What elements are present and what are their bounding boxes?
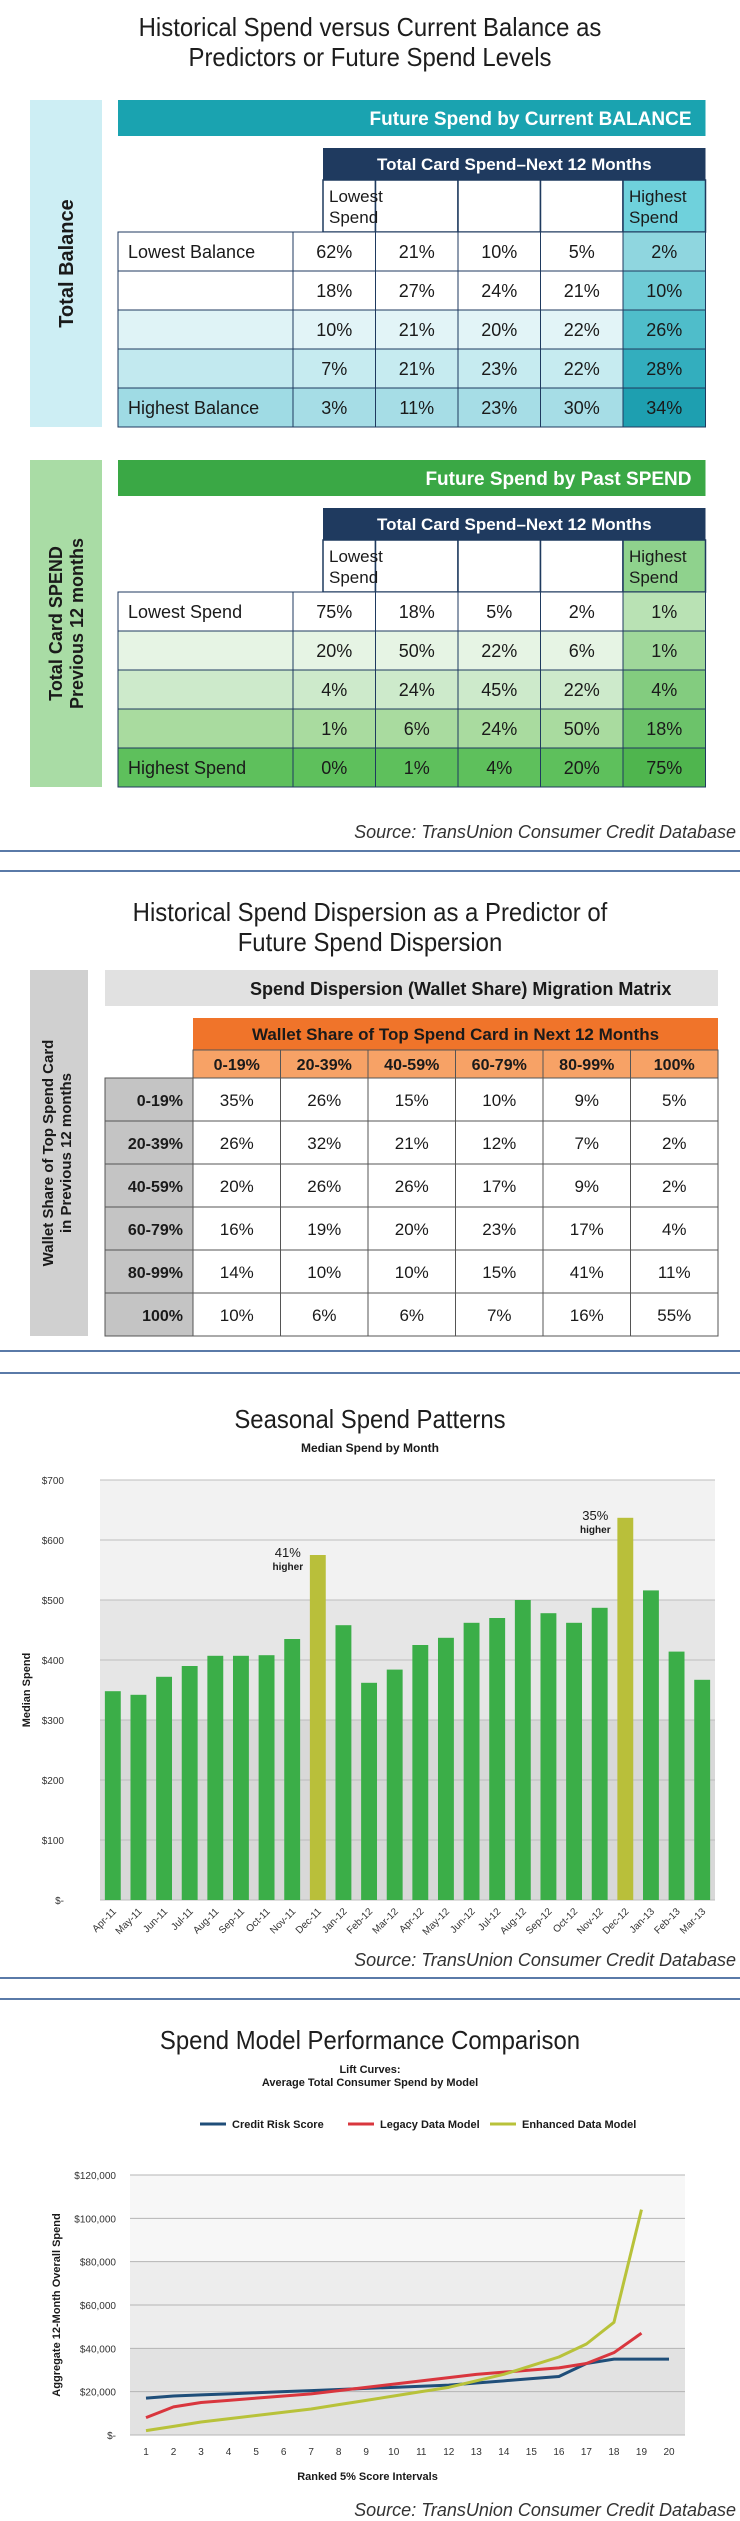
balance-cell-value: 30% — [563, 398, 600, 418]
bar-x-tick: Sep-12 — [523, 1906, 555, 1937]
bar-y-tick: $400 — [41, 1656, 64, 1667]
spend-cell-value: 18% — [646, 719, 683, 739]
bar-x-tick: May-12 — [420, 1906, 453, 1938]
bar-x-tick: Apr-11 — [90, 1906, 119, 1935]
balance-col-header-cell — [376, 180, 459, 232]
dispersion-row-label: 0-19% — [136, 1093, 183, 1110]
balance-subheader: Total Card Spend–Next 12 Months — [376, 155, 652, 174]
bar-x-tick: Jan-13 — [627, 1906, 658, 1936]
section1-source: Source: TransUnion Consumer Credit Database — [354, 822, 736, 842]
bar-Apr-12 — [412, 1645, 428, 1900]
dispersion-side-label-2: in Previous 12 months — [58, 1072, 75, 1234]
line-band — [130, 2392, 685, 2435]
line-x-tick: 19 — [635, 2447, 648, 2458]
section3-title: Seasonal Spend Patterns — [234, 1404, 506, 1434]
dispersion-cell-value: 15% — [482, 1263, 517, 1282]
spend-col-low-2: Spend — [329, 568, 379, 587]
balance-cell-value: 27% — [398, 281, 435, 301]
bar-x-tick: Mar-13 — [678, 1906, 709, 1937]
dispersion-col-header: 0-19% — [213, 1057, 260, 1074]
balance-cell-value: 21% — [398, 242, 435, 262]
bar-x-tick: Nov-12 — [575, 1906, 606, 1937]
dispersion-cell-value: 21% — [394, 1134, 429, 1153]
spend-row-label-cell — [118, 709, 293, 748]
section-divider — [0, 1977, 740, 1979]
dispersion-col-header: 60-79% — [471, 1057, 527, 1074]
balance-cell-value: 11% — [399, 398, 435, 418]
bar-y-tick: $700 — [41, 1476, 64, 1487]
bar-annotation-pct: 41% — [274, 1545, 301, 1560]
line-x-tick: 6 — [280, 2447, 287, 2458]
bar-Aug-11 — [207, 1656, 223, 1900]
section4-title: Spend Model Performance Comparison — [159, 2025, 581, 2055]
section2-title-line2: Future Spend Dispersion — [237, 927, 503, 957]
dispersion-col-header: 80-99% — [559, 1057, 615, 1074]
balance-cell-value: 21% — [398, 359, 435, 379]
bar-Oct-12 — [566, 1623, 582, 1900]
line-y-tick: $80,000 — [79, 2257, 116, 2269]
bar-y-tick: $200 — [41, 1776, 64, 1787]
bar-x-tick: Oct-12 — [551, 1906, 581, 1936]
spend-cell-value: 1% — [403, 758, 430, 778]
bar-Dec-11 — [310, 1555, 326, 1900]
spend-side-label-2: Previous 12 months — [67, 537, 87, 710]
section1-title-line2: Predictors or Future Spend Levels — [188, 42, 552, 72]
dispersion-cell-value: 35% — [219, 1091, 254, 1110]
line-x-tick: 2 — [170, 2447, 177, 2458]
section-divider — [0, 870, 740, 872]
line-band — [130, 2305, 685, 2348]
line-x-tick: 12 — [443, 2447, 455, 2458]
section-divider — [0, 1998, 740, 2000]
spend-cell-value: 22% — [563, 680, 600, 700]
spend-col-high-2: Spend — [629, 568, 679, 587]
seasonal-bar-chart — [0, 1440, 740, 1960]
dispersion-side-label-1: Wallet Share of Top Spend Card — [40, 1039, 57, 1267]
bar-Nov-11 — [284, 1639, 300, 1900]
dispersion-cell-value: 19% — [307, 1220, 342, 1239]
spend-cell-value: 1% — [651, 602, 678, 622]
bar-Jun-11 — [156, 1677, 172, 1900]
dispersion-header: Spend Dispersion (Wallet Share) Migration Matrix — [250, 979, 672, 999]
dispersion-cell-value: 11% — [657, 1263, 691, 1282]
bar-y-tick: $- — [55, 1896, 64, 1907]
balance-col-header-cell — [458, 180, 541, 232]
dispersion-row-label: 80-99% — [127, 1265, 183, 1282]
spend-col-high-1: Highest — [629, 547, 687, 566]
bar-y-label: Median Spend — [21, 1652, 33, 1728]
dispersion-cell-value: 2% — [661, 1177, 687, 1196]
section2-title-line1: Historical Spend Dispersion as a Predictor of — [132, 897, 608, 927]
spend-row-label-cell — [118, 670, 293, 709]
bar-x-tick: Jan-12 — [320, 1906, 350, 1936]
line-x-tick: 4 — [225, 2447, 232, 2458]
line-band — [130, 2218, 685, 2261]
balance-cell-value: 24% — [481, 281, 518, 301]
line-x-tick: 8 — [335, 2447, 342, 2458]
bar-Mar-12 — [387, 1670, 403, 1900]
spend-cell-value: 4% — [321, 680, 348, 700]
dispersion-cell-value: 12% — [482, 1134, 517, 1153]
dispersion-cell-value: 6% — [399, 1306, 425, 1325]
dispersion-cell-value: 10% — [394, 1263, 429, 1282]
balance-cell-value: 3% — [321, 398, 348, 418]
line-x-tick: 9 — [363, 2447, 369, 2458]
bar-x-tick: Jun-12 — [448, 1906, 478, 1936]
line-x-label: Ranked 5% Score Intervals — [297, 2471, 438, 2483]
dispersion-cell-value: 16% — [569, 1306, 604, 1325]
line-x-tick: 16 — [553, 2447, 565, 2458]
balance-col-low-1: Lowest — [329, 187, 383, 206]
line-title-2: Average Total Consumer Spend by Model — [261, 2077, 479, 2089]
balance-cell-value: 22% — [563, 320, 600, 340]
balance-cell-value: 34% — [646, 398, 683, 418]
dispersion-cell-value: 26% — [307, 1091, 342, 1110]
bar-annotation-pct: 35% — [582, 1507, 609, 1523]
balance-row-label-cell — [118, 349, 293, 388]
balance-row-label: Lowest Balance — [128, 242, 256, 262]
dispersion-cell-value: 10% — [307, 1263, 342, 1282]
dispersion-cell-value: 7% — [574, 1134, 600, 1153]
dispersion-cell-value: 16% — [219, 1220, 254, 1239]
balance-cell-value: 26% — [646, 320, 683, 340]
dispersion-cell-value: 10% — [482, 1091, 517, 1110]
line-y-tick: $120,000 — [74, 2171, 116, 2182]
bar-x-tick: Feb-13 — [652, 1906, 683, 1937]
balance-header: Future Spend by Current BALANCE — [369, 109, 692, 130]
balance-cell-value: 62% — [316, 242, 353, 262]
dispersion-cell-value: 15% — [394, 1091, 429, 1110]
bar-y-tick: $500 — [41, 1596, 64, 1607]
bar-x-tick: May-11 — [113, 1906, 145, 1938]
dispersion-cell-value: 26% — [394, 1177, 429, 1196]
spend-row-label: Lowest Spend — [128, 602, 243, 622]
dispersion-cell-value: 41% — [569, 1263, 604, 1282]
spend-cell-value: 24% — [481, 719, 518, 739]
spend-cell-value: 75% — [316, 602, 353, 622]
section3-source: Source: TransUnion Consumer Credit Database — [354, 1950, 736, 1970]
spend-cell-value: 1% — [321, 719, 348, 739]
spend-header: Future Spend by Past SPEND — [425, 469, 692, 490]
dispersion-cell-value: 9% — [574, 1091, 600, 1110]
line-y-tick: $- — [107, 2431, 116, 2442]
line-x-tick: 15 — [525, 2447, 537, 2458]
dispersion-cell-value: 2% — [661, 1134, 687, 1153]
dispersion-cell-value: 14% — [219, 1263, 254, 1282]
bar-Aug-12 — [515, 1600, 531, 1900]
line-band — [130, 2348, 685, 2391]
dispersion-col-header: 20-39% — [296, 1057, 352, 1074]
balance-cell-value: 21% — [398, 320, 435, 340]
spend-col-header-cell — [541, 540, 624, 592]
balance-side-label: Total Balance — [56, 199, 78, 328]
balance-cell-value: 21% — [563, 281, 600, 301]
spend-table-group — [30, 460, 706, 787]
section-divider — [0, 1372, 740, 1374]
dispersion-cell-value: 55% — [657, 1306, 692, 1325]
spend-cell-value: 22% — [481, 641, 518, 661]
balance-row-label: Highest Balance — [128, 398, 260, 418]
bar-chart-title: Median Spend by Month — [301, 1441, 439, 1455]
bar-x-tick: Aug-11 — [191, 1906, 222, 1937]
balance-col-low-2: Spend — [329, 208, 379, 227]
section1-title-line1: Historical Spend versus Current Balance as — [138, 12, 602, 42]
line-title-1: Lift Curves: — [339, 2064, 401, 2076]
balance-col-header-cell — [541, 180, 624, 232]
legend-label-2: Enhanced Data Model — [522, 2119, 637, 2131]
balance-col-high-2: Spend — [629, 208, 679, 227]
dispersion-cell-value: 17% — [569, 1220, 604, 1239]
bar-x-tick: Sep-11 — [216, 1906, 248, 1937]
spend-subheader: Total Card Spend–Next 12 Months — [376, 515, 652, 534]
dispersion-cell-value: 20% — [394, 1220, 429, 1239]
dispersion-cell-value: 26% — [219, 1134, 254, 1153]
line-x-tick: 18 — [608, 2447, 620, 2458]
spend-cell-value: 50% — [398, 641, 435, 661]
spend-side-panel — [30, 460, 102, 787]
spend-cell-value: 1% — [651, 641, 678, 661]
line-y-label: Aggregate 12-Month Overall Spend — [51, 2213, 63, 2397]
balance-cell-value: 28% — [646, 359, 683, 379]
dispersion-cell-value: 17% — [482, 1177, 517, 1196]
spend-cell-value: 50% — [563, 719, 600, 739]
bar-Nov-12 — [592, 1608, 608, 1900]
dispersion-cell-value: 4% — [661, 1220, 687, 1239]
bar-x-tick: Apr-12 — [397, 1906, 427, 1936]
bar-x-tick: Aug-12 — [498, 1906, 529, 1937]
line-y-tick: $20,000 — [79, 2387, 116, 2399]
bar-x-tick: Mar-12 — [370, 1906, 401, 1937]
dispersion-table-group — [30, 970, 718, 1336]
line-y-tick: $60,000 — [79, 2301, 116, 2312]
bar-x-tick: Dec-12 — [600, 1906, 632, 1937]
bar-May-12 — [438, 1638, 454, 1900]
bar-Sep-12 — [540, 1613, 556, 1900]
spend-cell-value: 6% — [403, 719, 430, 739]
bar-Mar-13 — [694, 1680, 710, 1900]
bar-annotation-text: higher — [272, 1562, 304, 1573]
line-x-tick: 20 — [663, 2447, 675, 2458]
balance-cell-value: 22% — [563, 359, 600, 379]
spend-cell-value: 0% — [321, 758, 348, 778]
spend-cell-value: 45% — [481, 680, 518, 700]
section2-title — [30, 897, 711, 957]
spend-cell-value: 75% — [646, 758, 683, 778]
dispersion-cell-value: 10% — [219, 1306, 254, 1325]
spend-col-header-cell — [376, 540, 459, 592]
bar-Oct-11 — [259, 1655, 275, 1900]
balance-cell-value: 10% — [481, 242, 518, 262]
spend-side-label-1: Total Card SPEND — [46, 546, 66, 701]
bar-Dec-12 — [617, 1518, 633, 1900]
dispersion-cell-value: 6% — [311, 1306, 337, 1325]
dispersion-row-label: 40-59% — [127, 1179, 183, 1196]
balance-table — [0, 0, 740, 880]
balance-col-high-1: Highest — [629, 187, 687, 206]
line-x-tick: 14 — [498, 2447, 510, 2458]
balance-row-label-cell — [118, 310, 293, 349]
line-x-tick: 3 — [198, 2447, 204, 2458]
spend-cell-value: 20% — [563, 758, 600, 778]
bar-x-tick: Jun-11 — [141, 1906, 171, 1936]
bar-Jul-12 — [489, 1618, 505, 1900]
balance-cell-value: 20% — [481, 320, 518, 340]
balance-cell-value: 18% — [316, 281, 353, 301]
spend-cell-value: 20% — [316, 641, 353, 661]
line-x-tick: 11 — [416, 2447, 427, 2458]
bar-y-tick: $100 — [41, 1836, 64, 1847]
dispersion-col-header: 100% — [653, 1057, 695, 1074]
spend-col-header-cell — [458, 540, 541, 592]
bar-Jan-12 — [335, 1625, 351, 1900]
bar-May-11 — [130, 1695, 146, 1900]
bar-x-tick: Oct-11 — [244, 1906, 273, 1935]
bar-Jan-13 — [643, 1590, 659, 1900]
balance-cell-value: 23% — [481, 359, 518, 379]
dispersion-cell-value: 7% — [486, 1306, 512, 1325]
bar-annotation-text: higher — [580, 1524, 611, 1536]
dispersion-row-label: 100% — [142, 1308, 183, 1325]
spend-cell-value: 5% — [486, 602, 513, 622]
spend-col-low-1: Lowest — [329, 547, 383, 566]
bar-Sep-11 — [233, 1656, 249, 1900]
line-x-tick: 5 — [253, 2447, 259, 2458]
spend-cell-value: 24% — [398, 680, 435, 700]
bar-Apr-11 — [105, 1691, 121, 1900]
balance-cell-value: 23% — [481, 398, 518, 418]
line-x-tick: 1 — [143, 2447, 149, 2458]
bar-x-tick: Nov-11 — [268, 1906, 299, 1937]
dispersion-cell-value: 5% — [661, 1091, 687, 1110]
spend-cell-value: 18% — [398, 602, 435, 622]
bar-x-tick: Feb-12 — [344, 1906, 376, 1937]
balance-row-label-cell — [118, 271, 293, 310]
bar-Feb-13 — [669, 1652, 685, 1900]
balance-table-group — [30, 100, 706, 427]
bar-x-tick: Dec-11 — [293, 1906, 324, 1937]
dispersion-cell-value: 9% — [574, 1177, 600, 1196]
spend-row-label: Highest Spend — [128, 758, 247, 778]
balance-cell-value: 5% — [568, 242, 595, 262]
dispersion-col-header: 40-59% — [384, 1057, 440, 1074]
legend-label-1: Legacy Data Model — [380, 2119, 480, 2131]
balance-cell-value: 7% — [321, 359, 348, 379]
balance-cell-value: 10% — [646, 281, 683, 301]
line-y-tick: $40,000 — [79, 2344, 116, 2356]
spend-cell-value: 4% — [651, 680, 678, 700]
section-divider — [0, 850, 740, 852]
line-y-tick: $100,000 — [74, 2214, 116, 2226]
bar-x-tick: Jul-12 — [476, 1906, 504, 1934]
bar-Feb-12 — [361, 1683, 377, 1900]
dispersion-cell-value: 20% — [219, 1177, 254, 1196]
dispersion-row-label: 60-79% — [127, 1222, 183, 1239]
dispersion-subheader: Wallet Share of Top Spend Card in Next 12 Months — [251, 1025, 660, 1044]
spend-cell-value: 4% — [486, 758, 513, 778]
line-x-tick: 13 — [470, 2447, 482, 2458]
balance-cell-value: 2% — [651, 242, 678, 262]
dispersion-row-label: 20-39% — [127, 1136, 183, 1153]
spend-cell-value: 6% — [568, 641, 595, 661]
dispersion-cell-value: 26% — [307, 1177, 342, 1196]
lift-line-chart — [0, 2060, 740, 2510]
legend-label-0: Credit Risk Score — [232, 2119, 324, 2131]
balance-cell-value: 10% — [316, 320, 353, 340]
spend-cell-value: 2% — [568, 602, 595, 622]
dispersion-cell-value: 23% — [482, 1220, 517, 1239]
spend-row-label-cell — [118, 631, 293, 670]
bar-Jun-12 — [464, 1623, 480, 1900]
bar-x-tick: Jul-11 — [169, 1906, 196, 1933]
bar-Jul-11 — [182, 1666, 198, 1900]
dispersion-cell-value: 32% — [307, 1134, 342, 1153]
section4-source: Source: TransUnion Consumer Credit Database — [354, 2500, 736, 2520]
line-band — [130, 2175, 685, 2218]
bar-y-tick: $600 — [41, 1536, 64, 1547]
line-x-tick: 7 — [308, 2447, 314, 2458]
line-band — [130, 2262, 685, 2305]
section-divider — [0, 1350, 740, 1352]
bar-y-tick: $300 — [41, 1716, 64, 1727]
line-x-tick: 17 — [580, 2447, 592, 2458]
line-x-tick: 10 — [388, 2447, 400, 2458]
